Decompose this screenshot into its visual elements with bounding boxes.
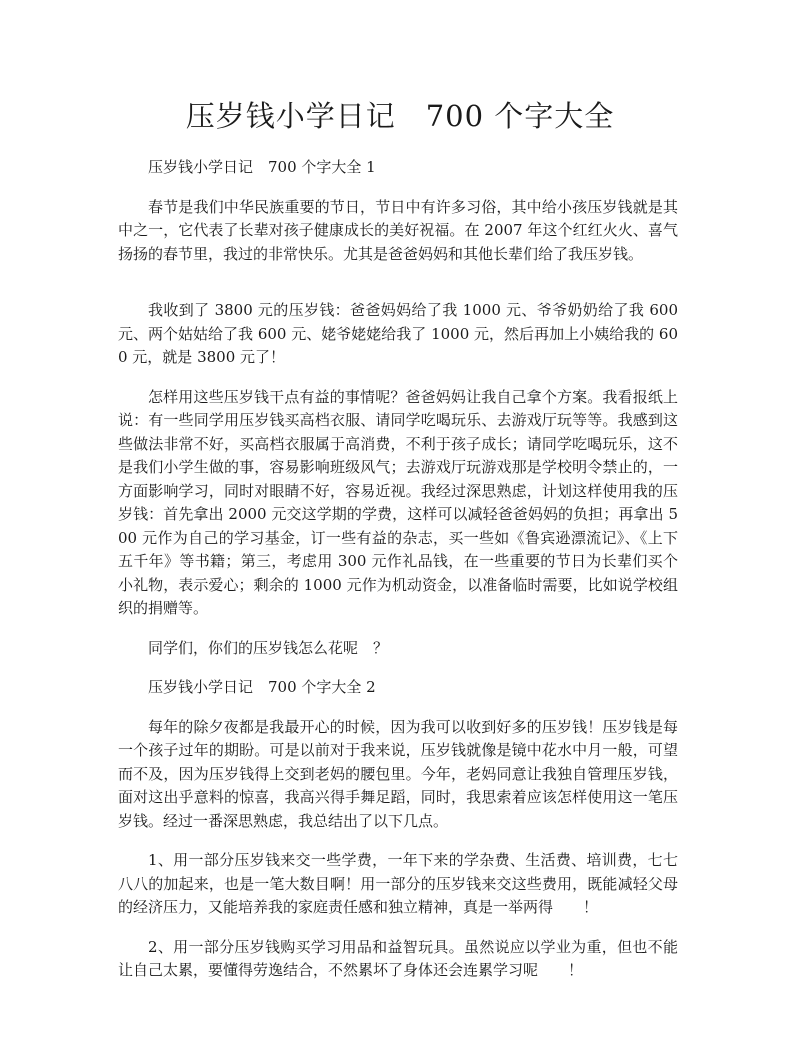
paragraph: 春节是我们中华民族重要的节日，节日中有许多习俗，其中给小孩压岁钱就是其中之一，它代表了长辈对孩子健康成长的美好祝福。在 2007 年这个红红火火、喜气扬扬的春节里，我过的非常快乐。尤其是爸爸妈妈和其他长辈们给了我压岁钱。 [118, 197, 678, 263]
document-title: 压岁钱小学日记 700 个字大全 [185, 99, 615, 133]
paragraph: 2、用一部分压岁钱购买学习用品和益智玩具。虽然说应以学业为重，但也不能让自己太累，要懂得劳逸结合，不然累坏了身体还会连累学习呢 ！ [118, 937, 678, 979]
section-heading-1: 压岁钱小学日记 700 个字大全 1 [148, 158, 376, 176]
paragraph: 怎样用这些压岁钱干点有益的事情呢？爸爸妈妈让我自己拿个方案。我看报纸上说：有一些同学用压岁钱买高档衣服、请同学吃喝玩乐、去游戏厅玩等等。我感到这些做法非常不好，买高档衣服属于高消费，不利于孩子成长；请同学吃喝玩乐，这不是我们小学生做的事，容易影响班级风气；去游戏厅玩游戏那是学校明令禁止的，一方面影响学习，同时对眼睛不好，容易近视。我经过深思熟虑，计划这样使用我的压岁钱：首先拿出 2000 元交这学期的学费，这样可以减轻爸爸妈妈的负担；再拿出 500 元作为自己的学习基金，订一些有益的杂志，买一些如《鲁宾逊漂流记》、《上下五千年》等书籍；第三，考虑用 300 元作礼品钱，在一些重要的节日为长辈们买个小礼物，表示爱心；剩余的 1000 元作为机动资金，以准备临时需要，比如说学校组织的捐赠等。 [118, 387, 678, 617]
paragraph: 同学们，你们的压岁钱怎么花呢 ？ [148, 638, 389, 657]
paragraph: 我收到了 3800 元的压岁钱：爸爸妈妈给了我 1000 元、爷爷奶奶给了我 600 元、两个姑姑给了我 600 元、姥爷姥姥给我了 1000 元，然后再加上小姨给我的 600 元，就是 3800 元了！ [118, 301, 678, 366]
paragraph: 1、用一部分压岁钱来交一些学费，一年下来的学杂费、生活费、培训费，七七八八的加起来，也是一笔大数目啊！用一部分的压岁钱来交这些费用，既能减轻父母的经济压力，又能培养我的家庭责任感和独立精神，真是一举两得 ！ [118, 851, 678, 916]
paragraph: 每年的除夕夜都是我最开心的时候，因为我可以收到好多的压岁钱！压岁钱是每一个孩子过年的期盼。可是以前对于我来说，压岁钱就像是镜中花水中月一般，可望而不及，因为压岁钱得上交到老妈的腰包里。今年，老妈同意让我独自管理压岁钱，面对这出乎意料的惊喜，我高兴得手舞足蹈，同时，我思索着应该怎样使用这一笔压岁钱。经过一番深思熟虑，我总结出了以下几点。 [118, 717, 678, 830]
document-body [118, 152, 678, 983]
section-heading-2: 压岁钱小学日记 700 个字大全 2 [148, 678, 376, 696]
